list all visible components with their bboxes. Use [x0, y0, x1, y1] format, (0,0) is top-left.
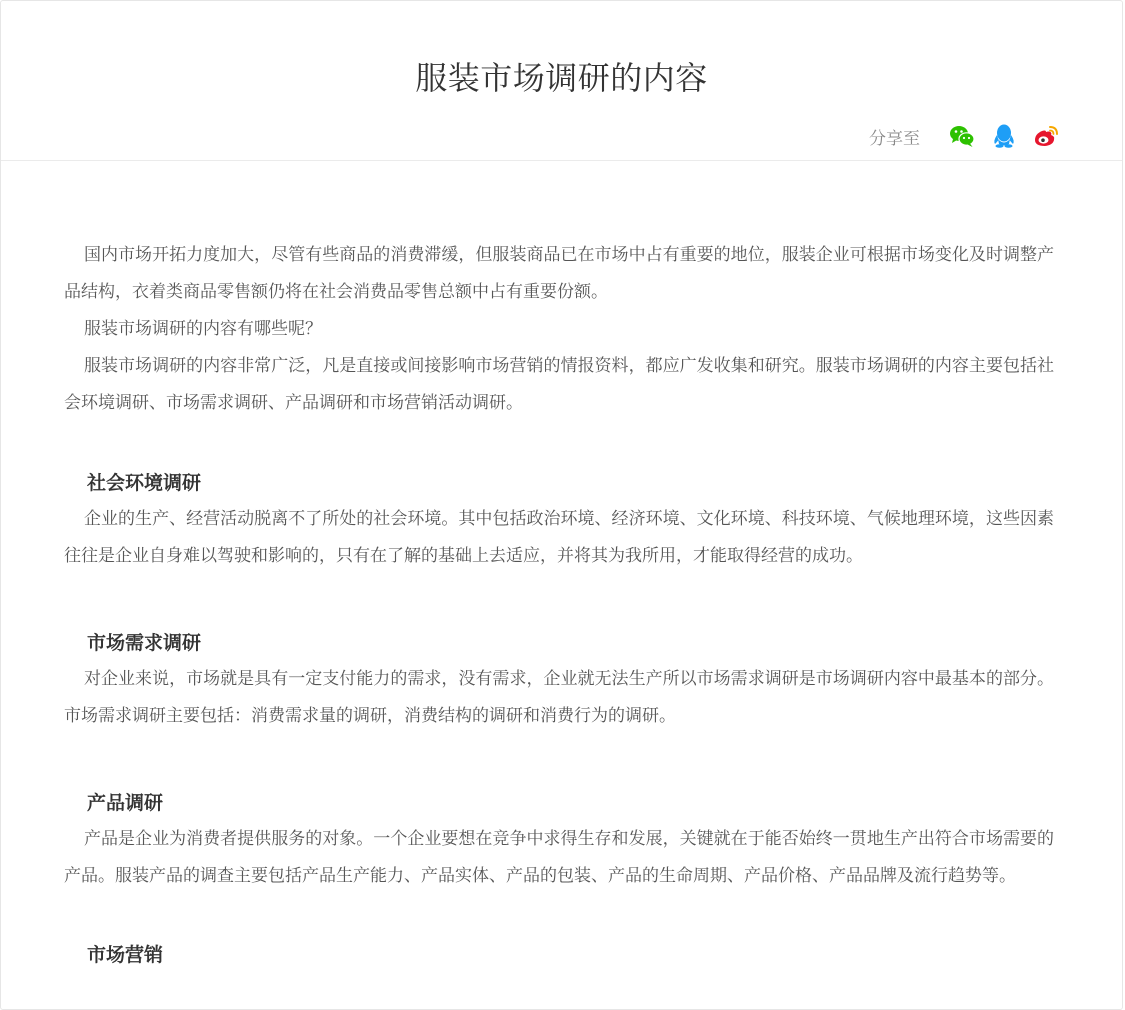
section-paragraph: 产品是企业为消费者提供服务的对象。一个企业要想在竞争中求得生存和发展，关键就在于能否始终一贯地生产出符合市场需要的产品。服装产品的调查主要包括产品生产能力、产品实体、产品的包装、产品的生命周期、产品价格、产品品牌及流行趋势等。	[64, 829, 1054, 886]
section-heading: 产品调研	[87, 792, 164, 814]
intro-paragraph: 服装市场调研的内容非常广泛，凡是直接或间接影响市场营销的情报资料，都应广发收集和研究。服装市场调研的内容主要包括社会环境调研、市场需求调研、产品调研和市场营销活动调研。	[64, 356, 1054, 413]
wechat-icon[interactable]	[948, 122, 976, 150]
page-title: 服装市场调研的内容	[415, 59, 708, 97]
intro-paragraph: 服装市场调研的内容有哪些呢？	[84, 319, 322, 339]
article-body	[64, 237, 1054, 973]
section-paragraph: 企业的生产、经营活动脱离不了所处的社会环境。其中包括政治环境、经济环境、文化环境、科技环境、气候地理环境，这些因素往往是企业自身难以驾驶和影响的，只有在了解的基础上去适应，并将其为我所用，才能取得经营的成功。	[64, 509, 1054, 566]
section-heading: 市场需求调研	[87, 632, 202, 654]
intro-paragraph: 国内市场开拓力度加大，尽管有些商品的消费滞缓，但服装商品已在市场中占有重要的地位，服装企业可根据市场变化及时调整产品结构，衣着类商品零售额仍将在社会消费品零售总额中占有重要份额。	[64, 245, 1054, 302]
share-bar	[869, 121, 1060, 151]
section-heading: 社会环境调研	[87, 472, 202, 494]
share-label: 分享至	[869, 128, 920, 149]
article-header	[1, 1, 1122, 161]
qq-icon[interactable]	[990, 122, 1018, 150]
weibo-icon[interactable]	[1032, 122, 1060, 150]
section-paragraph: 对企业来说，市场就是具有一定支付能力的需求，没有需求，企业就无法生产所以市场需求调研是市场调研内容中最基本的部分。市场需求调研主要包括：消费需求量的调研，消费结构的调研和消费行为的调研。	[64, 669, 1054, 726]
section-heading: 市场营销	[87, 944, 164, 966]
